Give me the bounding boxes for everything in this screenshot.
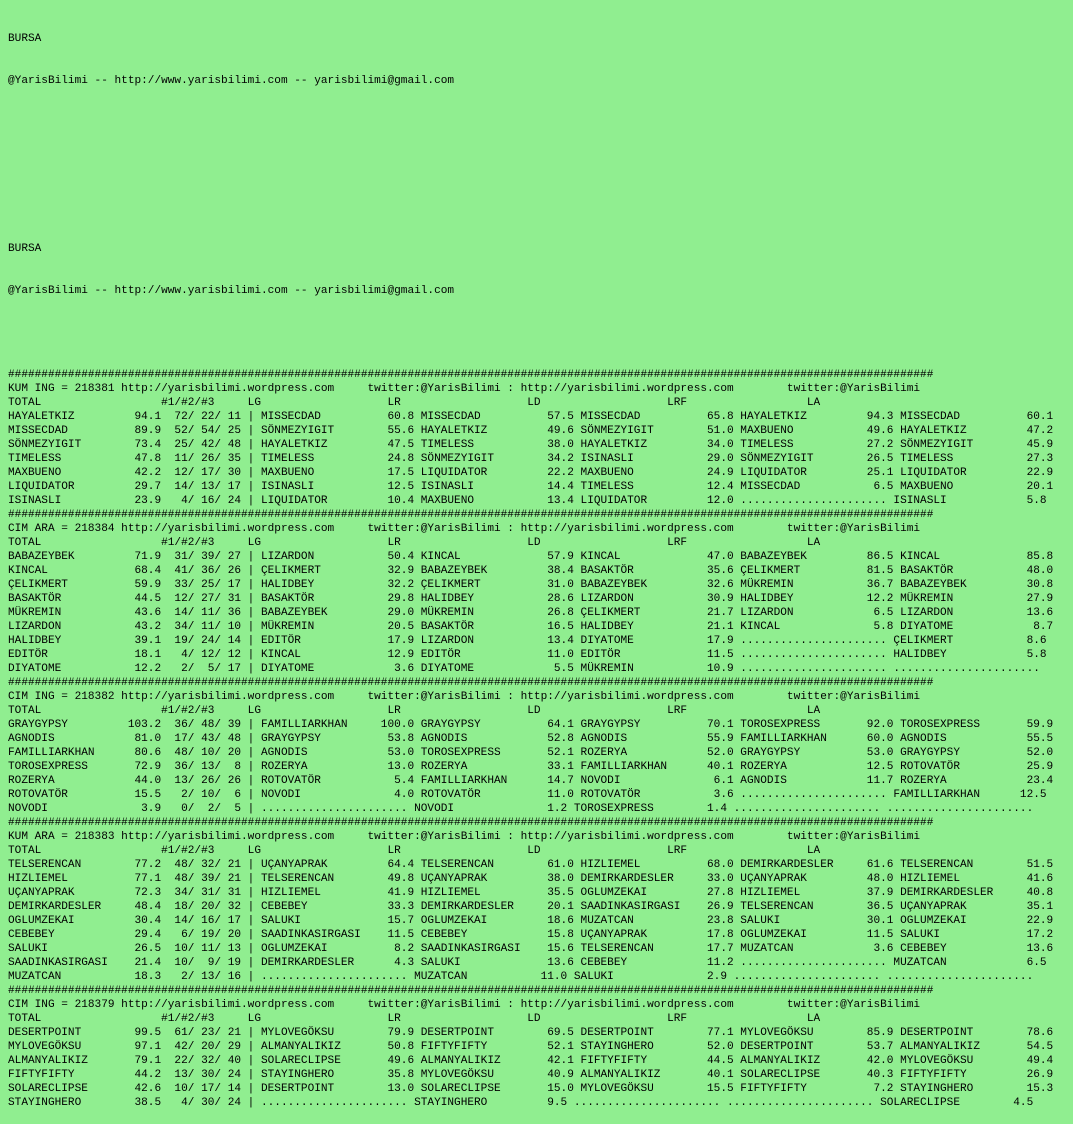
blank-line: [8, 200, 1053, 214]
table-row: ISINASLI 23.9 4/ 16/ 24 | LIQUIDATOR 10.4 MAXBUENO 13.4 LIQUIDATOR 12.0 ...................... ISINASLI 5.8: [8, 495, 1047, 507]
section-title: CIM ING = 218379 http://yarisbilimi.wordpress.com twitter:@YarisBilimi : http://yarisbilimi.wordpress.com twitter:@YarisBilimi: [8, 999, 921, 1011]
table-row: FAMILLIARKHAN 80.6 48/ 10/ 20 | AGNODIS 53.0 TOROSEXPRESS 52.1 ROZERYA 52.0 GRAYGYPSY 53.0 GRAYGYPSY 52.0: [8, 747, 1054, 759]
table-row: MAXBUENO 42.2 12/ 17/ 30 | MAXBUENO 17.5 LIQUIDATOR 22.2 MAXBUENO 24.9 LIQUIDATOR 25.1 LIQUIDATOR 22.9: [8, 467, 1054, 479]
section-column-header: TOTAL #1/#2/#3 LG LR LD LRF LA: [8, 845, 821, 857]
table-row: CEBEBEY 29.4 6/ 19/ 20 | SAADINKASIRGASI 11.5 CEBEBEY 15.8 UÇANYAPRAK 17.8 OGLUMZEKAI 11.5 SALUKI 17.2: [8, 929, 1054, 941]
blank-line: [8, 158, 1053, 172]
report-credit-line: @YarisBilimi -- http://www.yarisbilimi.com -- yarisbilimi@gmail.com: [8, 285, 455, 297]
table-row: UÇANYAPRAK 72.3 34/ 31/ 31 | HIZLIEMEL 41.9 HIZLIEMEL 35.5 OGLUMZEKAI 27.8 HIZLIEMEL 37.9 DEMIRKARDESLER 40.8: [8, 887, 1054, 899]
table-row: ALMANYALIKIZ 79.1 22/ 32/ 40 | SOLARECLIPSE 49.6 ALMANYALIKIZ 42.1 FIFTYFIFTY 44.5 ALMANYALIKIZ 42.0 MYLOVEGÖKSU 49.4: [8, 1055, 1054, 1067]
table-row: NOVODI 3.9 0/ 2/ 5 | ...................... NOVODI 1.2 TOROSEXPRESS 1.4 ...................... ......................: [8, 803, 1034, 815]
section-title: KUM ARA = 218383 http://yarisbilimi.wordpress.com twitter:@YarisBilimi : http://yarisbilimi.wordpress.com twitter:@YarisBilimi: [8, 831, 921, 843]
table-row: TOROSEXPRESS 72.9 36/ 13/ 8 | ROZERYA 13.0 ROZERYA 33.1 FAMILLIARKHAN 40.1 ROZERYA 12.5 ROTOVATÖR 25.9: [8, 761, 1054, 773]
report-credit-line: @YarisBilimi -- http://www.yarisbilimi.com -- yarisbilimi@gmail.com: [8, 75, 455, 87]
table-row: HAYALETKIZ 94.1 72/ 22/ 11 | MISSECDAD 60.8 MISSECDAD 57.5 MISSECDAD 65.8 HAYALETKIZ 94.3 MISSECDAD 60.1: [8, 411, 1054, 423]
table-row: DEMIRKARDESLER 48.4 18/ 20/ 32 | CEBEBEY 33.3 DEMIRKARDESLER 20.1 SAADINKASIRGASI 26.9 TELSERENCAN 36.5 UÇANYAPRAK 35.1: [8, 901, 1054, 913]
blank-line: [8, 116, 1053, 130]
section-column-header: TOTAL #1/#2/#3 LG LR LD LRF LA: [8, 537, 821, 549]
report-title: BURSA: [8, 243, 42, 255]
section-title: KUM ING = 218381 http://yarisbilimi.wordpress.com twitter:@YarisBilimi : http://yarisbilimi.wordpress.com twitter:@YarisBilimi: [8, 383, 921, 395]
separator-line: ###########################################################################################################################################: [8, 369, 934, 381]
table-row: MUZATCAN 18.3 2/ 13/ 16 | ...................... MUZATCAN 11.0 SALUKI 2.9 ...................... ......................: [8, 971, 1034, 983]
table-row: GRAYGYPSY 103.2 36/ 48/ 39 | FAMILLIARKHAN 100.0 GRAYGYPSY 64.1 GRAYGYPSY 70.1 TOROSEXPRESS 92.0 TOROSEXPRESS 59.9: [8, 719, 1054, 731]
table-row: KINCAL 68.4 41/ 36/ 26 | ÇELIKMERT 32.9 BABAZEYBEK 38.4 BASAKTÖR 35.6 ÇELIKMERT 81.5 BASAKTÖR 48.0: [8, 565, 1054, 577]
table-row: MISSECDAD 89.9 52/ 54/ 25 | SÖNMEZYIGIT 55.6 HAYALETKIZ 49.6 SÖNMEZYIGIT 51.0 MAXBUENO 49.6 HAYALETKIZ 47.2: [8, 425, 1054, 437]
report-document: [8, 4, 1053, 1124]
table-row: ÇELIKMERT 59.9 33/ 25/ 17 | HALIDBEY 32.2 ÇELIKMERT 31.0 BABAZEYBEK 32.6 MÜKREMIN 36.7 BABAZEYBEK 30.8: [8, 579, 1054, 591]
table-row: MÜKREMIN 43.6 14/ 11/ 36 | BABAZEYBEK 29.0 MÜKREMIN 26.8 ÇELIKMERT 21.7 LIZARDON 6.5 LIZARDON 13.6: [8, 607, 1054, 619]
table-row: STAYINGHERO 38.5 4/ 30/ 24 | ...................... STAYINGHERO 9.5 ...................... ...................... SOLARECLIPSE 4.5: [8, 1097, 1034, 1109]
table-row: SOLARECLIPSE 42.6 10/ 17/ 14 | DESERTPOINT 13.0 SOLARECLIPSE 15.0 MYLOVEGÖKSU 15.5 FIFTYFIFTY 7.2 STAYINGHERO 15.3: [8, 1083, 1054, 1095]
separator-line: ###########################################################################################################################################: [8, 985, 934, 997]
table-row: BABAZEYBEK 71.9 31/ 39/ 27 | LIZARDON 50.4 KINCAL 57.9 KINCAL 47.0 BABAZEYBEK 86.5 KINCAL 85.8: [8, 551, 1054, 563]
table-row: OGLUMZEKAI 30.4 14/ 16/ 17 | SALUKI 15.7 OGLUMZEKAI 18.6 MUZATCAN 23.8 SALUKI 30.1 OGLUMZEKAI 22.9: [8, 915, 1054, 927]
table-row: AGNODIS 81.0 17/ 43/ 48 | GRAYGYPSY 53.8 AGNODIS 52.8 AGNODIS 55.9 FAMILLIARKHAN 60.0 AGNODIS 55.5: [8, 733, 1054, 745]
table-row: HIZLIEMEL 77.1 48/ 39/ 21 | TELSERENCAN 49.8 UÇANYAPRAK 38.0 DEMIRKARDESLER 33.0 UÇANYAPRAK 48.0 HIZLIEMEL 41.6: [8, 873, 1054, 885]
table-row: ROZERYA 44.0 13/ 26/ 26 | ROTOVATÖR 5.4 FAMILLIARKHAN 14.7 NOVODI 6.1 AGNODIS 11.7 ROZERYA 23.4: [8, 775, 1054, 787]
separator-line: ###########################################################################################################################################: [8, 677, 934, 689]
table-row: DESERTPOINT 99.5 61/ 23/ 21 | MYLOVEGÖKSU 79.9 DESERTPOINT 69.5 DESERTPOINT 77.1 MYLOVEGÖKSU 85.9 DESERTPOINT 78.6: [8, 1027, 1054, 1039]
table-row: ROTOVATÖR 15.5 2/ 10/ 6 | NOVODI 4.0 ROTOVATÖR 11.0 ROTOVATÖR 3.6 ...................... FAMILLIARKHAN 12.5: [8, 789, 1047, 801]
table-row: TELSERENCAN 77.2 48/ 32/ 21 | UÇANYAPRAK 64.4 TELSERENCAN 61.0 HIZLIEMEL 68.0 DEMIRKARDESLER 61.6 TELSERENCAN 51.5: [8, 859, 1054, 871]
section-title: CIM ARA = 218384 http://yarisbilimi.wordpress.com twitter:@YarisBilimi : http://yarisbilimi.wordpress.com twitter:@YarisBilimi: [8, 523, 921, 535]
table-row: HALIDBEY 39.1 19/ 24/ 14 | EDITÖR 17.9 LIZARDON 13.4 DIYATOME 17.9 ...................... ÇELIKMERT 8.6: [8, 635, 1047, 647]
table-row: SALUKI 26.5 10/ 11/ 13 | OGLUMZEKAI 8.2 SAADINKASIRGASI 15.6 TELSERENCAN 17.7 MUZATCAN 3.6 CEBEBEY 13.6: [8, 943, 1054, 955]
table-row: DIYATOME 12.2 2/ 5/ 17 | DIYATOME 3.6 DIYATOME 5.5 MÜKREMIN 10.9 ...................... ......................: [8, 663, 1040, 675]
report-title: BURSA: [8, 33, 42, 45]
table-row: BASAKTÖR 44.5 12/ 27/ 31 | BASAKTÖR 29.8 HALIDBEY 28.6 LIZARDON 30.9 HALIDBEY 12.2 MÜKREMIN 27.9: [8, 593, 1054, 605]
race-sections: [8, 368, 1053, 1110]
table-row: LIQUIDATOR 29.7 14/ 13/ 17 | ISINASLI 12.5 ISINASLI 14.4 TIMELESS 12.4 MISSECDAD 6.5 MAXBUENO 20.1: [8, 481, 1054, 493]
table-row: MYLOVEGÖKSU 97.1 42/ 20/ 29 | ALMANYALIKIZ 50.8 FIFTYFIFTY 52.1 STAYINGHERO 52.0 DESERTPOINT 53.7 ALMANYALIKIZ 54.5: [8, 1041, 1054, 1053]
section-column-header: TOTAL #1/#2/#3 LG LR LD LRF LA: [8, 705, 821, 717]
separator-line: ###########################################################################################################################################: [8, 817, 934, 829]
table-row: EDITÖR 18.1 4/ 12/ 12 | KINCAL 12.9 EDITÖR 11.0 EDITÖR 11.5 ...................... HALIDBEY 5.8: [8, 649, 1047, 661]
table-row: LIZARDON 43.2 34/ 11/ 10 | MÜKREMIN 20.5 BASAKTÖR 16.5 HALIDBEY 21.1 KINCAL 5.8 DIYATOME 8.7: [8, 621, 1054, 633]
section-column-header: TOTAL #1/#2/#3 LG LR LD LRF LA: [8, 397, 821, 409]
table-row: TIMELESS 47.8 11/ 26/ 35 | TIMELESS 24.8 SÖNMEZYIGIT 34.2 ISINASLI 29.0 SÖNMEZYIGIT 26.5 TIMELESS 27.3: [8, 453, 1054, 465]
table-row: SÖNMEZYIGIT 73.4 25/ 42/ 48 | HAYALETKIZ 47.5 TIMELESS 38.0 HAYALETKIZ 34.0 TIMELESS 27.2 SÖNMEZYIGIT 45.9: [8, 439, 1054, 451]
blank-line: [8, 326, 1053, 340]
separator-line: ###########################################################################################################################################: [8, 509, 934, 521]
section-column-header: TOTAL #1/#2/#3 LG LR LD LRF LA: [8, 1013, 821, 1025]
table-row: SAADINKASIRGASI 21.4 10/ 9/ 19 | DEMIRKARDESLER 4.3 SALUKI 13.6 CEBEBEY 11.2 ...................... MUZATCAN 6.5: [8, 957, 1047, 969]
table-row: FIFTYFIFTY 44.2 13/ 30/ 24 | STAYINGHERO 35.8 MYLOVEGÖKSU 40.9 ALMANYALIKIZ 40.1 SOLARECLIPSE 40.3 FIFTYFIFTY 26.9: [8, 1069, 1054, 1081]
section-title: CIM ING = 218382 http://yarisbilimi.wordpress.com twitter:@YarisBilimi : http://yarisbilimi.wordpress.com twitter:@YarisBilimi: [8, 691, 921, 703]
